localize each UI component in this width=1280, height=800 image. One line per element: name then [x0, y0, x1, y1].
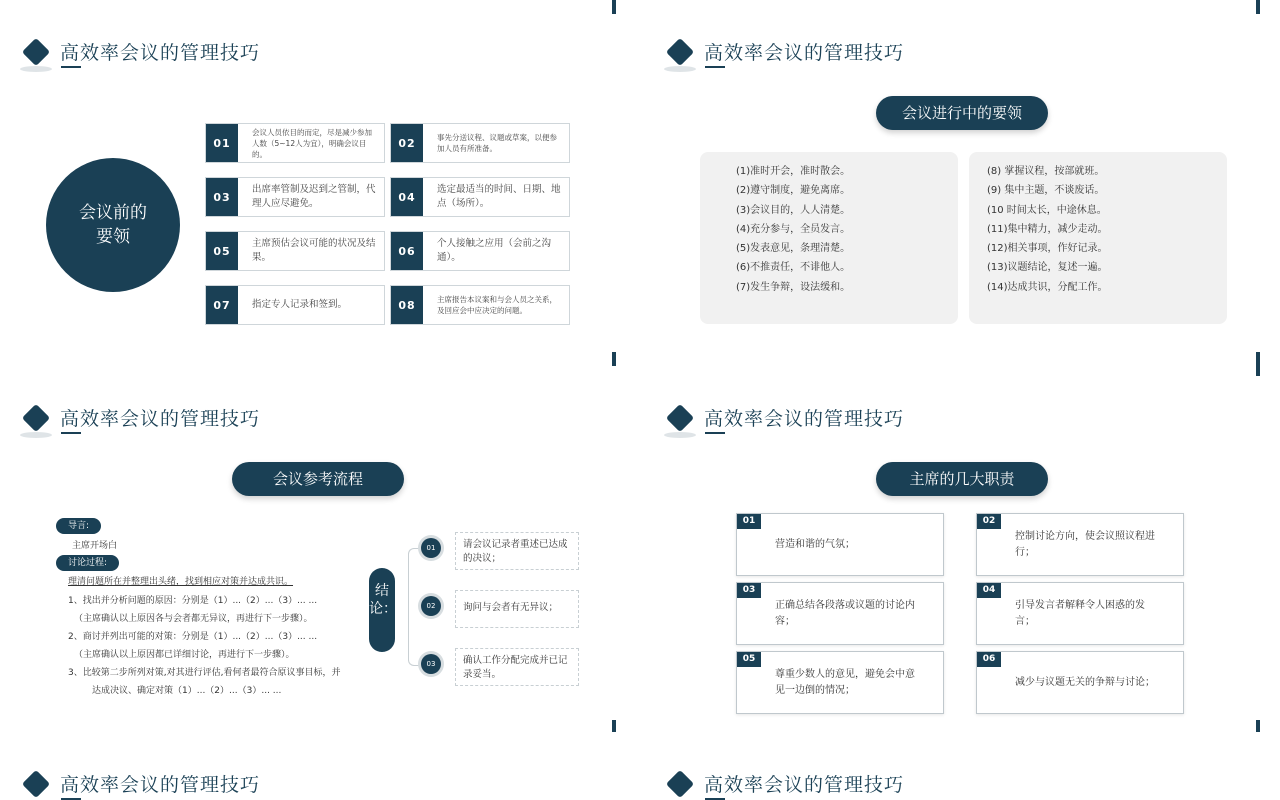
tip-text: 指定专人记录和签到。 [252, 299, 348, 310]
title-underline [705, 432, 725, 434]
diamond-icon [22, 404, 50, 432]
rule-item: (5)发表意见，条理清楚。 [736, 243, 851, 255]
diamond-icon [666, 38, 694, 66]
rule-item: (11)集中精力，减少走动。 [987, 223, 1108, 235]
tip-text: 出席率管制及迟到之管制，代理人应尽避免。 [252, 184, 376, 209]
section-pill: 会议参考流程 [232, 462, 404, 496]
step-box: 确认工作分配完成并已记录妥当。 [455, 648, 579, 686]
rule-item: (14)达成共识，分配工作。 [987, 281, 1108, 293]
tip-number: 07 [206, 286, 238, 324]
tip-item [205, 177, 385, 217]
duty-number: 04 [977, 583, 1001, 598]
tip-number: 05 [206, 232, 238, 270]
slide-during-meeting[interactable] [644, 0, 1280, 366]
step-number: 03 [421, 654, 441, 674]
flow-line: （主席确认以上原因各与会者都无异议，再进行下一步骤）。 [74, 614, 313, 624]
diamond-icon [666, 404, 694, 432]
duty-card [976, 582, 1184, 645]
tip-item [390, 177, 570, 217]
duty-text: 引导发言者解释令人困惑的发言； [1015, 599, 1145, 627]
circle-line-1: 会议前的 [79, 203, 147, 223]
section-pill: 会议进行中的要领 [876, 96, 1048, 130]
duty-card [736, 513, 944, 576]
flow-line: 2、商讨并列出可能的对策：分别是（1）...（2）...（3）... ... [68, 632, 318, 642]
discussion-tag: 讨论过程: [56, 555, 119, 571]
section-pill: 主席的几大职责 [876, 462, 1048, 496]
flow-line: 1、找出并分析问题的原因：分别是（1）...（2）...（3）... ... [68, 596, 318, 606]
rule-item: (8) 掌握议程，按部就班。 [987, 166, 1105, 177]
duty-text: 营造和谐的气氛； [775, 538, 855, 550]
duty-text: 控制讨论方向，使会议照议程进行； [1015, 530, 1155, 558]
slide-title: 高效率会议的管理技巧 [60, 774, 261, 796]
section-circle [46, 158, 180, 292]
title-underline [61, 66, 81, 68]
slide-edge-bar [1256, 0, 1260, 14]
intro-tag: 导言: [56, 518, 101, 534]
duty-number: 03 [737, 583, 761, 598]
slide-title: 高效率会议的管理技巧 [704, 42, 905, 64]
tip-text: 主席报告本议案和与会人员之关系，及回应会中应决定的问题。 [437, 295, 557, 315]
title-underline [705, 66, 725, 68]
tip-item [205, 285, 385, 325]
diamond-shadow [20, 66, 52, 72]
duty-number: 05 [737, 652, 761, 667]
duty-number: 02 [977, 514, 1001, 529]
tip-number: 01 [206, 124, 238, 162]
rule-item: (13)议题结论，复述一遍。 [987, 262, 1108, 274]
duty-number: 01 [737, 514, 761, 529]
slide-partial-6[interactable] [644, 732, 1280, 800]
diamond-shadow [664, 66, 696, 72]
diamond-icon [22, 770, 50, 798]
flow-line: 达成决议、确定对策（1）...（2）...（3）... ... [92, 686, 282, 696]
diamond-icon [666, 770, 694, 798]
slide-pre-meeting[interactable] [0, 0, 640, 366]
flow-line: 3、比较第二步所列对策,对其进行评估,看何者最符合原议事目标，并 [68, 668, 341, 678]
slide-edge-bar [612, 0, 616, 14]
slide-title: 高效率会议的管理技巧 [704, 408, 905, 430]
rule-item: (3)会议目的，人人清楚。 [736, 204, 851, 216]
slide-partial-5[interactable] [0, 732, 640, 800]
slide-edge-bar [612, 352, 616, 366]
duty-card [736, 582, 944, 645]
tip-item [205, 123, 385, 163]
step-box: 请会议记录者重述已达成的决议； [455, 532, 579, 570]
tip-number: 03 [206, 178, 238, 216]
tip-text: 选定最适当的时间、日期、地点（场所）。 [437, 184, 561, 209]
tip-number: 04 [391, 178, 423, 216]
tip-text: 个人接触之应用（会前之沟通）。 [437, 238, 552, 263]
tip-number: 06 [391, 232, 423, 270]
rule-item: (1)准时开会，准时散会。 [736, 166, 851, 177]
rule-item: (6)不推责任，不诽他人。 [736, 262, 851, 274]
rule-item: (4)充分参与，全员发言。 [736, 223, 851, 235]
slide-title: 高效率会议的管理技巧 [60, 42, 261, 64]
slide-title: 高效率会议的管理技巧 [60, 408, 261, 430]
conclusion-bracket [408, 548, 420, 666]
duty-card [976, 651, 1184, 714]
tip-number: 08 [391, 286, 423, 324]
rule-item: (10 时间太长，中途休息。 [987, 204, 1107, 216]
slide-edge-bar [1256, 352, 1260, 376]
tip-item [390, 231, 570, 271]
duty-card [976, 513, 1184, 576]
tip-text: 会议人员依目的而定，尽是减少参加人数（5~12人为宜），明确会议目的。 [252, 127, 372, 159]
rule-item: (12)相关事项，作好记录。 [987, 243, 1108, 255]
rule-item: (7)发生争辩，设法缓和。 [736, 281, 851, 293]
rule-item: (2)遵守制度，避免离席。 [736, 185, 851, 197]
duty-text: 减少与议题无关的争辩与讨论； [1015, 676, 1155, 688]
flow-line: 理清问题所在并整理出头绪，找到相应对策并达成共识。 [68, 577, 294, 587]
tip-item [390, 285, 570, 325]
diamond-shadow [664, 432, 696, 438]
intro-text: 主席开场白 [72, 541, 118, 551]
tip-item [205, 231, 385, 271]
title-underline [61, 432, 81, 434]
duty-number: 06 [977, 652, 1001, 667]
tip-number: 02 [391, 124, 423, 162]
diamond-shadow [20, 432, 52, 438]
rules-right-box [969, 152, 1227, 324]
duty-card [736, 651, 944, 714]
tip-text: 事先分送议程、议题或草案，以便参加人员有所准备。 [437, 133, 557, 153]
slide-title: 高效率会议的管理技巧 [704, 774, 905, 796]
duty-text: 尊重少数人的意见，避免会中意见一边倒的情况； [775, 668, 915, 696]
tip-item [390, 123, 570, 163]
diamond-icon [22, 38, 50, 66]
flow-line: （主席确认以上原因都已详细讨论，再进行下一步骤）。 [74, 650, 295, 660]
circle-line-2: 要领 [96, 227, 130, 247]
step-number: 01 [421, 538, 441, 558]
step-number: 02 [421, 596, 441, 616]
tip-text: 主席预估会议可能的状况及结果。 [252, 238, 376, 263]
conclusion-label: 结论： [369, 568, 395, 652]
rule-item: (9) 集中主题，不谈废话。 [987, 185, 1105, 197]
rules-left-box [700, 152, 958, 324]
duty-text: 正确总结各段落或议题的讨论内容； [775, 599, 915, 627]
step-box: 询问与会者有无异议； [455, 590, 579, 628]
